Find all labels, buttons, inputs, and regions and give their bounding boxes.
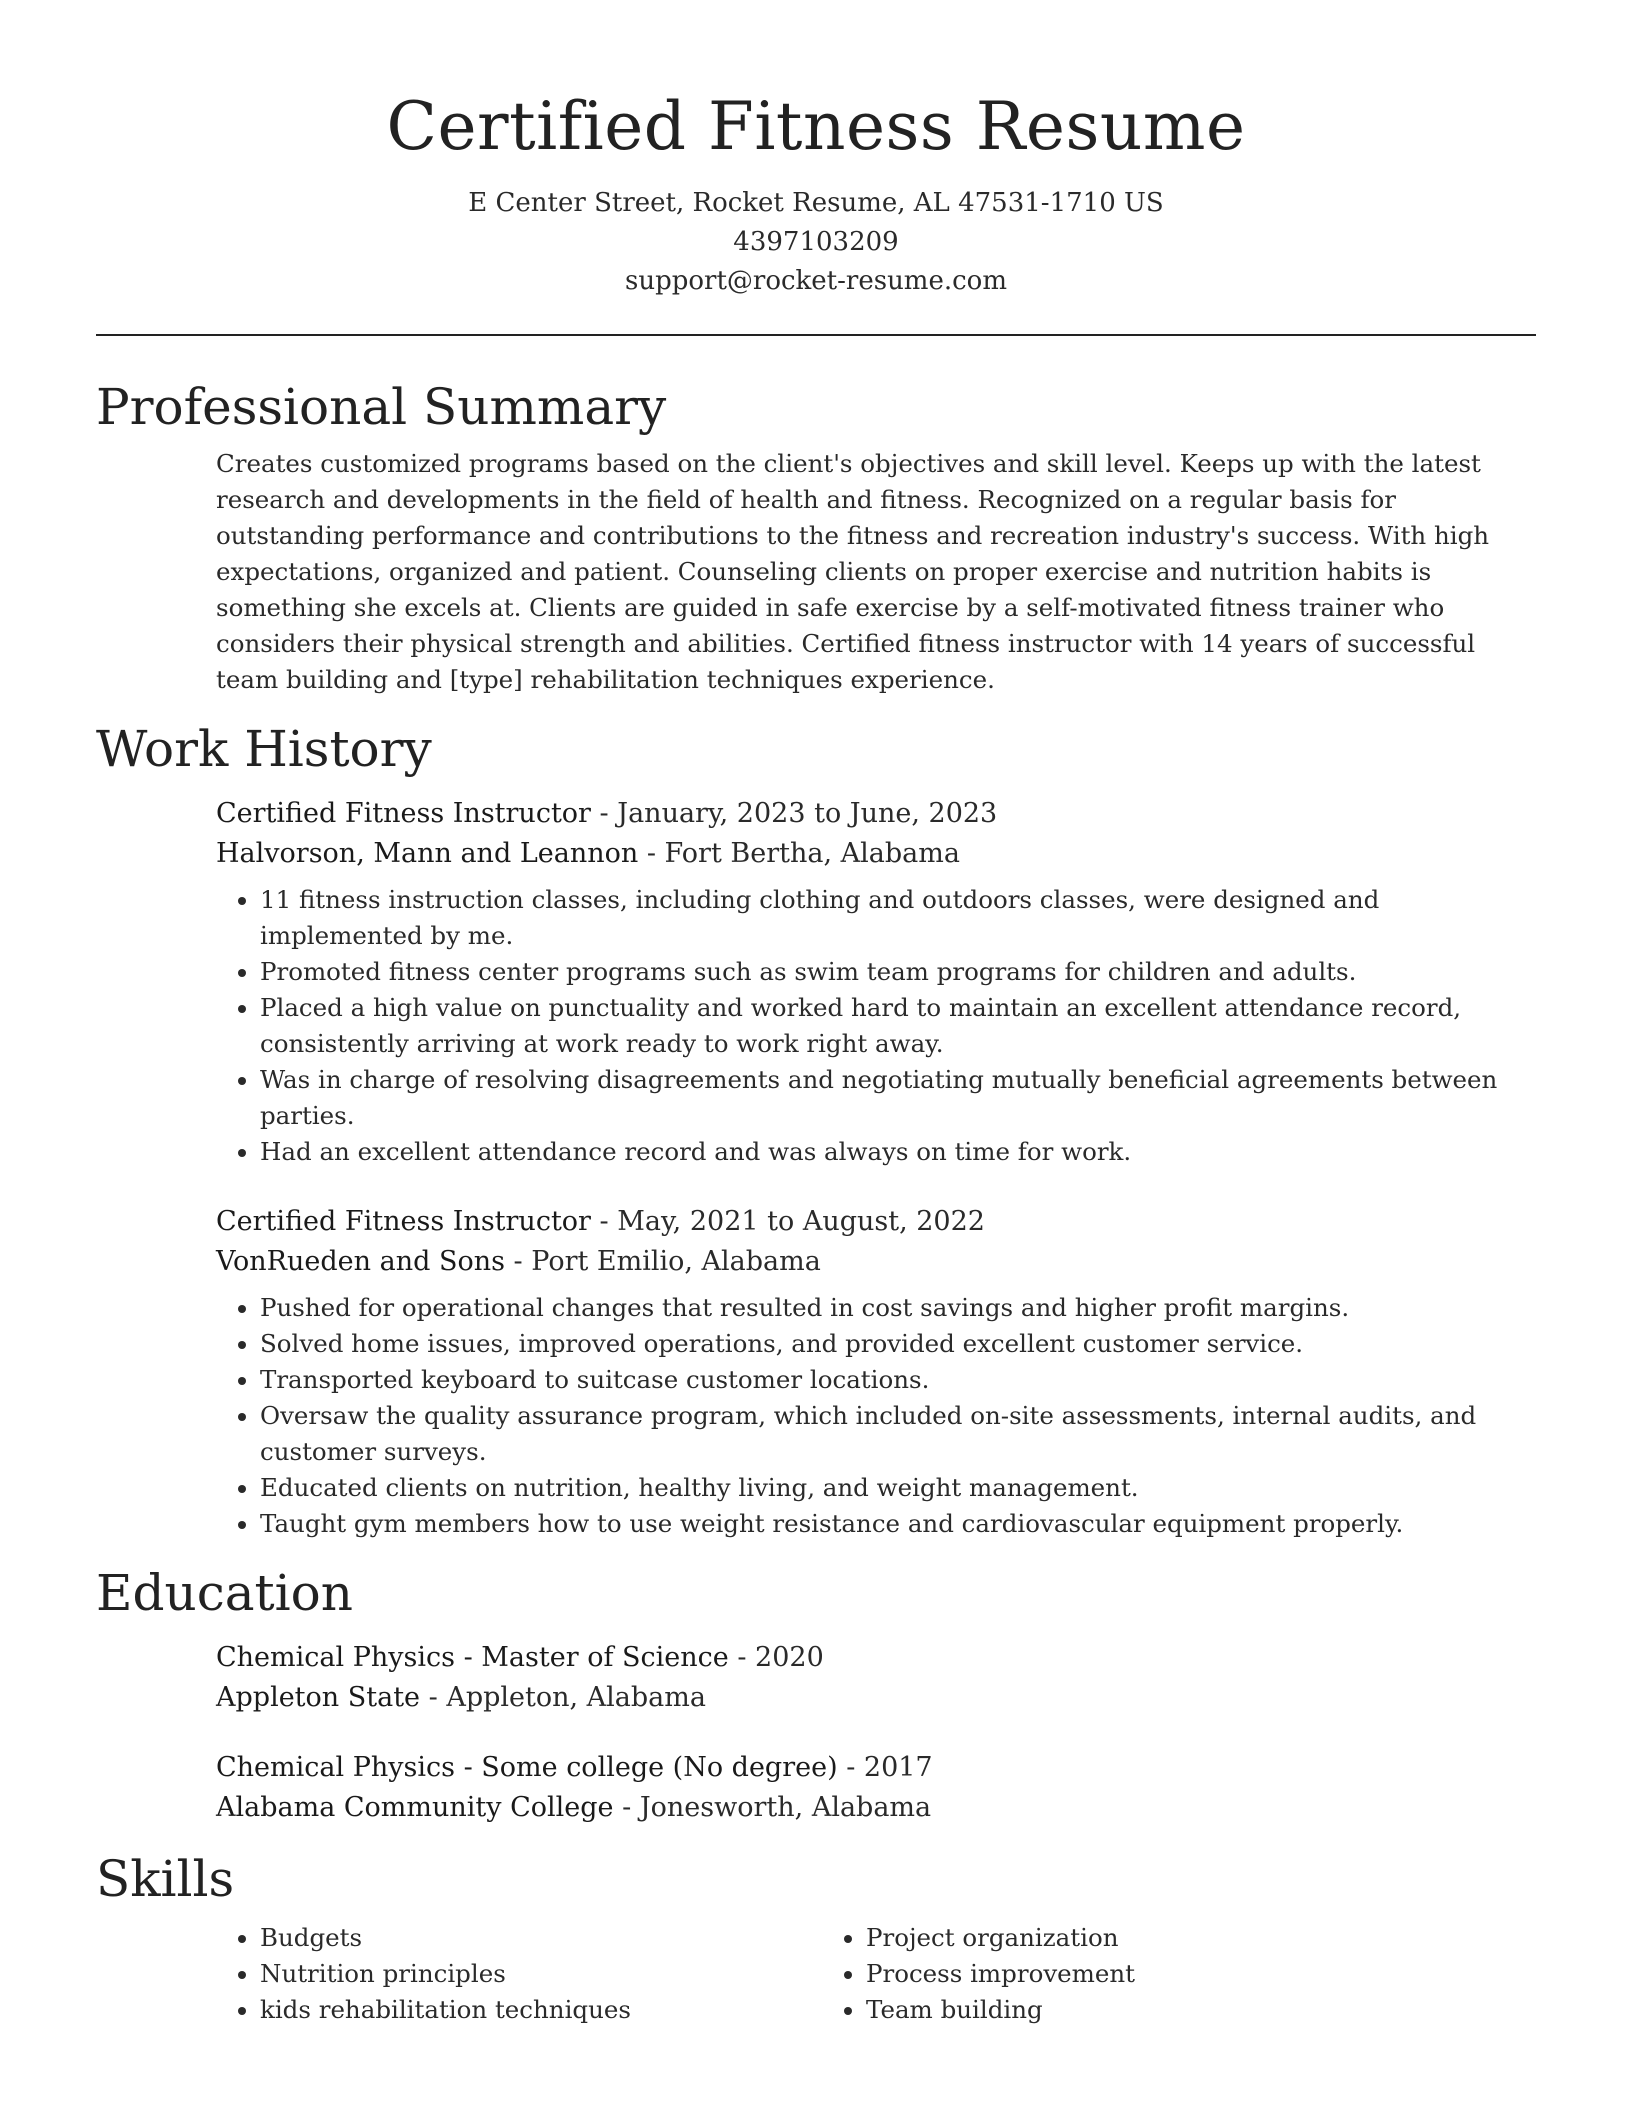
work-history-heading: Work History <box>96 720 432 778</box>
job-bullet: • Promoted fitness center programs such as swim team programs for children and adults. <box>260 954 1536 990</box>
job-bullets <box>216 1290 1536 1542</box>
education-entry <box>216 1748 1536 1828</box>
summary-heading: Professional Summary <box>96 378 667 436</box>
skill-item: • Team building <box>866 1992 1428 2028</box>
education-school: Appleton State <box>216 1682 421 1713</box>
job-bullet: • Was in charge of resolving disagreements and negotiating mutually beneficial agreements between parties. <box>260 1062 1536 1134</box>
contact-block <box>96 184 1536 301</box>
job-bullet: • Solved home issues, improved operations, and provided excellent customer service. <box>260 1326 1536 1362</box>
job-bullet: • Educated clients on nutrition, healthy living, and weight management. <box>260 1470 1536 1506</box>
job-company: VonRueden and Sons <box>216 1246 505 1277</box>
job-company-line <box>216 834 1536 874</box>
education-year: - 2017 <box>837 1752 933 1783</box>
job-bullet: • Placed a high value on punctuality and worked hard to maintain an excellent attendance record, consistently arriving at work ready to work right away. <box>260 990 1536 1062</box>
education-degree: - Master of Science <box>454 1642 729 1673</box>
job-dates: - January, 2023 to June, 2023 <box>590 798 998 829</box>
skills-list-right <box>822 1920 1428 2028</box>
job-company-line <box>216 1242 1536 1282</box>
job-title-line <box>216 794 1536 834</box>
contact-address: E Center Street, Rocket Resume, AL 47531-1710 US <box>468 188 1164 218</box>
skill-item: • Process improvement <box>866 1956 1428 1992</box>
job-bullet: • Had an excellent attendance record and was always on time for work. <box>260 1134 1536 1170</box>
job-bullet: • 11 fitness instruction classes, including clothing and outdoors classes, were designed and implemented by me. <box>260 882 1536 954</box>
contact-phone: 4397103209 <box>733 227 899 257</box>
education-field: Chemical Physics <box>216 1752 455 1783</box>
header-divider <box>96 334 1536 336</box>
education-school-line <box>216 1678 1536 1718</box>
education-school-line <box>216 1788 1536 1828</box>
summary-text: Creates customized programs based on the client's objectives and skill level. Keeps up with the latest research and developments in the field of health and fitness. Recognized on a regular basis for outstanding performance and contributions to the fitness and recreation industry's success. With high expectations, organized and patient. Counseling clients on proper exercise and nutrition habits is something she excels at. Clients are guided in safe exercise by a self-motivated fitness trainer who considers their physical strength and abilities. Certified fitness instructor with 14 years of successful team building and [type] rehabilitation techniques experience. <box>216 449 1490 694</box>
skills-list-left <box>216 1920 822 2028</box>
skills-heading: Skills <box>96 1850 235 1908</box>
education-heading: Education <box>96 1564 353 1622</box>
resume-title: Certified Fitness Resume <box>386 88 1246 165</box>
education-entry <box>216 1638 1536 1718</box>
education-field: Chemical Physics <box>216 1642 455 1673</box>
skills-section <box>96 1848 1536 2028</box>
contact-email: support@rocket-resume.com <box>624 266 1007 296</box>
skill-item: • Project organization <box>866 1920 1428 1956</box>
job-title-line <box>216 1202 1536 1242</box>
education-degree-line <box>216 1638 1536 1678</box>
education-degree-line <box>216 1748 1536 1788</box>
education-school: Alabama Community College <box>216 1792 614 1823</box>
skill-item: • Nutrition principles <box>260 1956 822 1992</box>
job-title: Certified Fitness Instructor <box>216 1206 591 1237</box>
job-bullet: • Transported keyboard to suitcase customer locations. <box>260 1362 1536 1398</box>
skill-item: • kids rehabilitation techniques <box>260 1992 822 2028</box>
summary-section <box>96 376 1536 698</box>
skills-columns <box>216 1920 1536 2028</box>
education-year: - 2020 <box>728 1642 824 1673</box>
job-bullets <box>216 882 1536 1170</box>
job-bullet: • Pushed for operational changes that resulted in cost savings and higher profit margins. <box>260 1290 1536 1326</box>
job-bullet: • Oversaw the quality assurance program, which included on-site assessments, internal audits, and customer surveys. <box>260 1398 1536 1470</box>
skill-item: • Budgets <box>260 1920 822 1956</box>
job-entry <box>216 794 1536 1170</box>
job-company: Halvorson, Mann and Leannon <box>216 838 639 869</box>
education-location: - Appleton, Alabama <box>420 1682 706 1713</box>
job-entry <box>216 1202 1536 1542</box>
job-bullet: • Taught gym members how to use weight resistance and cardiovascular equipment properly. <box>260 1506 1536 1542</box>
education-degree: - Some college (No degree) <box>454 1752 838 1783</box>
job-location: - Fort Bertha, Alabama <box>638 838 960 869</box>
job-location: - Port Emilio, Alabama <box>504 1246 821 1277</box>
education-section <box>96 1562 1536 1828</box>
work-history-section <box>96 718 1536 1542</box>
education-location: - Jonesworth, Alabama <box>613 1792 932 1823</box>
job-title: Certified Fitness Instructor <box>216 798 591 829</box>
job-dates: - May, 2021 to August, 2022 <box>590 1206 985 1237</box>
